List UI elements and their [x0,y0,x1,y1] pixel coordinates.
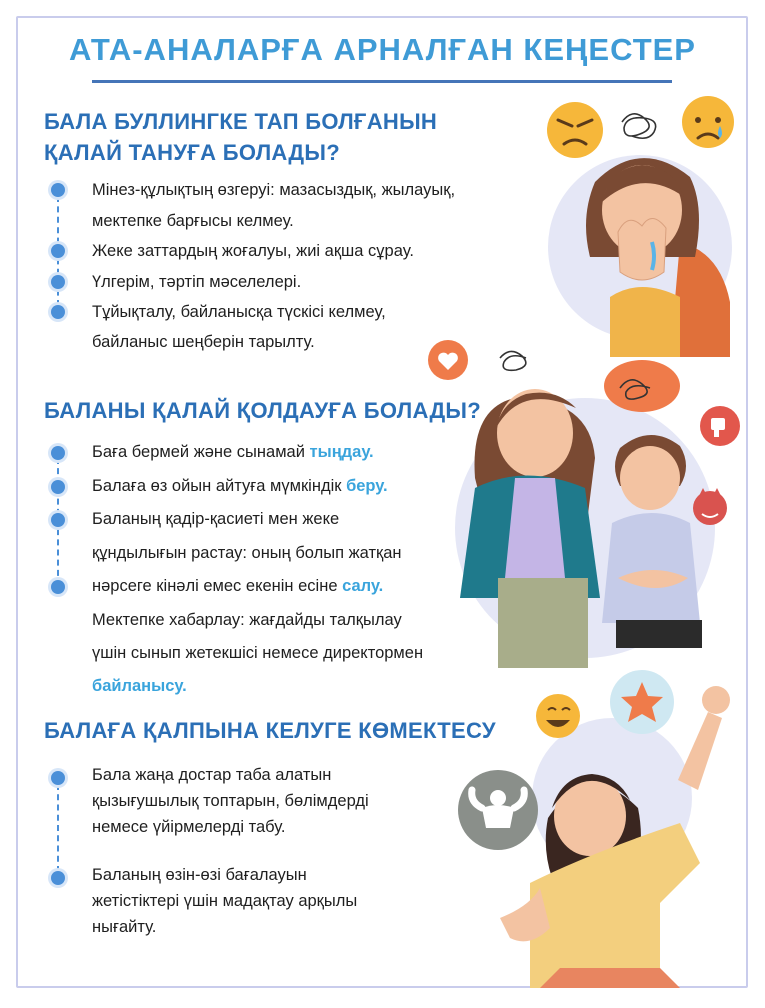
section2-line-remind [92,577,383,596]
highlight-word: тыңдау. [309,443,374,461]
thumbs-down-icon [700,406,740,446]
bullet-dot [51,871,65,885]
highlight-word: байланысу. [92,677,187,695]
section2-heading: БАЛАНЫ ҚАЛАЙ ҚОЛДАУҒА БОЛАДЫ? [44,398,482,423]
section3-line: жетістіктері үшін мадақтау арқылы [92,892,358,910]
section3-line: Бала жаңа достар таба алатын [92,766,332,784]
highlight-word: беру. [346,477,388,495]
section3-line: Баланың өзін-өзі бағалауын [92,866,307,884]
bullet-dot [51,580,65,594]
line-text: нәрсеге кінәлі емес екенін есіне [92,577,343,595]
section2-line: Мектепке хабарлау: жағдайды талқылау [92,611,402,629]
section1-line: мектепке барғысы келмеу. [92,212,294,230]
heart-bubble-icon [428,340,468,380]
confident-girl-illustration [440,668,745,988]
section1-heading-line1: БАЛА БУЛЛИНГКЕ ТАП БОЛҒАНЫН [44,109,438,134]
section3-heading: БАЛАҒА ҚАЛПЫНА КЕЛУГЕ КӨМЕКТЕСУ [44,718,496,743]
line-text: Баға бермей және сынамай [92,443,310,461]
section2-line: Баланың қадір-қасиеті мен жеке [92,510,340,528]
muscle-bubble-icon [458,770,538,850]
orange-scribble-bubble-icon [604,360,680,412]
section3-line: қызығушылық топтарын, бөлімдерді [92,792,369,810]
sad-emoji-icon [682,96,734,148]
section2-line-contact [92,677,187,696]
poster-title: АТА-АНАЛАРҒА АРНАЛҒАН КЕҢЕСТЕР [69,32,696,67]
star-bubble-icon [610,670,674,734]
bullet-dot [51,446,65,460]
section1-line: Тұйықталу, байланысқа түскісі келмеу, [92,303,386,321]
angry-emoji-icon [547,102,603,158]
bullet-dot [51,275,65,289]
section2-line: құндылығын растау: оның болып жатқан [92,544,402,562]
laughing-emoji-icon [536,694,580,738]
section3-line: немесе үйірмелерді табу. [92,818,286,836]
section3-line: нығайту. [92,918,157,936]
section1-line: Үлгерім, тәртіп мәселелері. [92,273,302,291]
mother-and-son-illustration [420,338,745,668]
bullet-dot [51,305,65,319]
line-text: Балаға өз ойын айтуға мүмкіндік [92,477,347,495]
section2-line-give [92,477,388,496]
highlight-word: салу. [342,577,384,595]
bullet-dot [51,183,65,197]
section1-line: Мінез-құлықтың өзгеруі: мазасыздық, жылауық, [92,181,456,199]
section3-timeline [57,784,59,872]
section2-line: үшін сынып жетекшісі немесе директормен [92,644,424,662]
section1-line: Жеке заттардың жоғалуы, жиі ақша сұрау. [92,242,414,260]
crying-girl-illustration [530,92,745,362]
bullet-dot [51,244,65,258]
section2-line-listen [92,443,374,462]
scribble-icon [622,114,656,138]
bullet-dot [51,513,65,527]
bullet-dot [51,480,65,494]
section1-line: байланыс шеңберін тарылту. [92,333,315,351]
bullet-dot [51,771,65,785]
title-underline [92,80,672,83]
section1-heading-line2: ҚАЛАЙ ТАНУҒА БОЛАДЫ? [44,140,340,165]
